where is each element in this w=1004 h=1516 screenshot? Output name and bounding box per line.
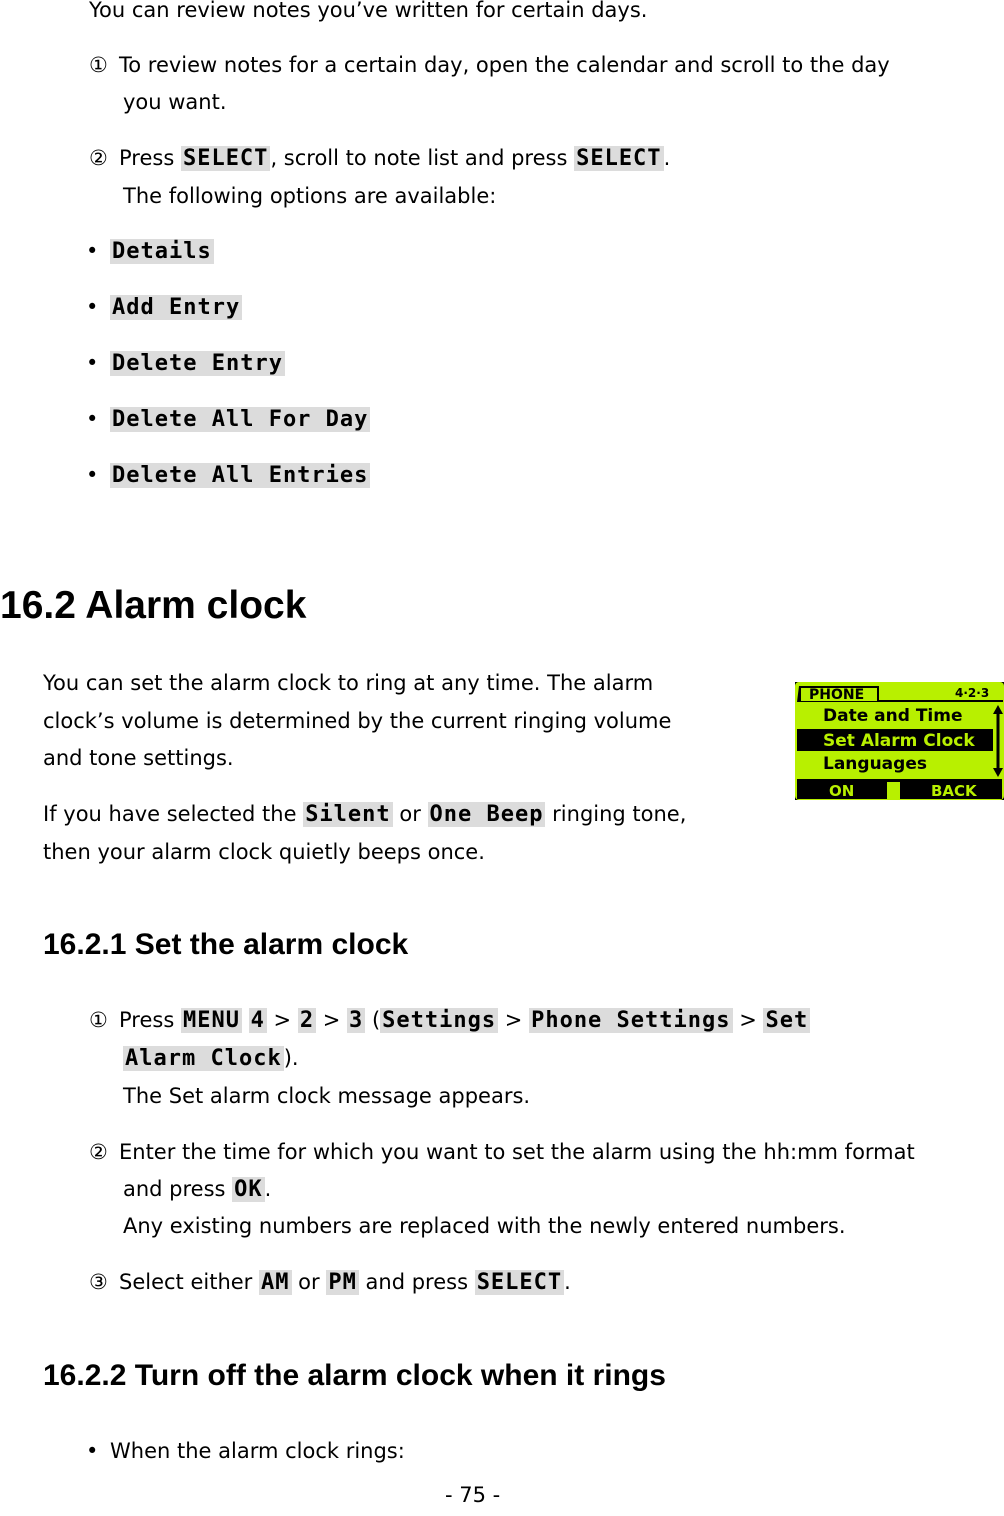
step-number: ② bbox=[89, 146, 108, 170]
key-silent: Silent bbox=[305, 802, 391, 827]
key-menu: MENU bbox=[182, 1008, 240, 1033]
bullet: • bbox=[86, 463, 99, 487]
key-3: 3 bbox=[349, 1008, 364, 1033]
step-text: > bbox=[316, 1008, 348, 1032]
step-text: Press bbox=[119, 146, 181, 170]
bullet: • bbox=[86, 295, 99, 319]
step-text: . bbox=[264, 1177, 272, 1201]
set-alarm-step-1-cont bbox=[123, 1043, 299, 1074]
step-number: ① bbox=[89, 53, 108, 77]
intro-text: You can review notes you’ve written for certain days. bbox=[89, 0, 648, 22]
intro-step-1-cont: you want. bbox=[123, 90, 227, 114]
key-phone-settings: Phone Settings bbox=[531, 1008, 731, 1033]
set-alarm-step-1 bbox=[89, 1005, 810, 1036]
menu-item-set-alarm-clock: Set Alarm Clock bbox=[823, 731, 975, 751]
key-ok: OK bbox=[234, 1177, 263, 1202]
option-label: Details bbox=[112, 239, 212, 264]
step-text: , scroll to note list and press bbox=[270, 146, 575, 170]
key-4: 4 bbox=[250, 1008, 265, 1033]
set-alarm-step-1-note: The Set alarm clock message appears. bbox=[123, 1084, 531, 1108]
page-number: - 75 - bbox=[445, 1483, 501, 1507]
step-text: ( bbox=[365, 1008, 381, 1032]
set-alarm-step-3 bbox=[89, 1267, 571, 1298]
step-text: and press bbox=[358, 1270, 475, 1294]
path-indicator: 4·2·3 bbox=[955, 686, 990, 700]
step-text: . bbox=[564, 1270, 571, 1294]
section-para-1: and tone settings. bbox=[43, 746, 234, 770]
para-text: If you have selected the bbox=[43, 802, 304, 826]
softkey-on-label: ON bbox=[829, 782, 855, 800]
key-am: AM bbox=[261, 1270, 290, 1295]
option-item bbox=[86, 404, 370, 435]
step-number: ② bbox=[89, 1140, 108, 1164]
section-para-1: You can set the alarm clock to ring at any time. The alarm bbox=[43, 671, 654, 695]
key-select: SELECT bbox=[182, 146, 269, 171]
step-text: Enter the time for which you want to set the alarm using the hh:mm format bbox=[119, 1140, 915, 1164]
intro-step-1 bbox=[89, 50, 890, 80]
bullet: • bbox=[86, 1439, 99, 1463]
step-text: . bbox=[663, 146, 671, 170]
key-one-beep: One Beep bbox=[429, 802, 544, 827]
set-alarm-step-2-cont bbox=[123, 1174, 271, 1205]
option-label: Delete Entry bbox=[112, 351, 283, 376]
bullet: • bbox=[86, 239, 99, 263]
set-alarm-step-2 bbox=[89, 1137, 915, 1167]
para-text: ringing tone, bbox=[545, 802, 687, 826]
bullet-item bbox=[86, 1436, 405, 1466]
intro-step-2 bbox=[89, 143, 670, 174]
bullet: • bbox=[86, 407, 99, 431]
bullet-text: When the alarm clock rings: bbox=[110, 1439, 405, 1463]
header-label: PHONE bbox=[809, 687, 865, 703]
key-set-alarm-clock: Alarm Clock bbox=[125, 1046, 282, 1071]
set-alarm-step-2-note: Any existing numbers are replaced with the newly entered numbers. bbox=[123, 1214, 846, 1238]
para-text: or bbox=[392, 802, 428, 826]
menu-item-date-time: Date and Time bbox=[823, 706, 963, 726]
step-number: ③ bbox=[89, 1270, 108, 1294]
key-set-alarm-clock: Set bbox=[765, 1008, 809, 1033]
key-settings: Settings bbox=[382, 1008, 497, 1033]
subsection-title: 16.2.2 Turn off the alarm clock when it rings bbox=[43, 1359, 666, 1392]
intro-step-2-cont: The following options are available: bbox=[123, 184, 497, 208]
key-2: 2 bbox=[299, 1008, 315, 1033]
section-para-2 bbox=[43, 799, 686, 830]
option-item bbox=[86, 236, 214, 267]
step-text: or bbox=[291, 1270, 327, 1294]
step-number: ① bbox=[89, 1008, 108, 1032]
option-label: Delete All Entries bbox=[112, 463, 369, 488]
option-label: Add Entry bbox=[112, 295, 241, 320]
step-text: and press bbox=[123, 1177, 233, 1201]
option-item bbox=[86, 460, 370, 491]
step-text: > bbox=[266, 1008, 298, 1032]
softkey-back-label: BACK bbox=[931, 782, 977, 800]
step-text: Press bbox=[119, 1008, 181, 1032]
section-title: 16.2 Alarm clock bbox=[0, 584, 307, 627]
step-text: > bbox=[498, 1008, 530, 1032]
menu-item-languages: Languages bbox=[823, 754, 927, 774]
step-text: Select either bbox=[119, 1270, 259, 1294]
option-label: Delete All For Day bbox=[112, 407, 369, 432]
step-text: ). bbox=[283, 1046, 299, 1070]
section-para-1: clock’s volume is determined by the current ringing volume bbox=[43, 709, 672, 733]
key-pm: PM bbox=[328, 1270, 357, 1295]
section-para-2: then your alarm clock quietly beeps once. bbox=[43, 840, 485, 864]
option-item bbox=[86, 348, 285, 379]
subsection-title: 16.2.1 Set the alarm clock bbox=[43, 928, 409, 961]
step-text: > bbox=[732, 1008, 764, 1032]
bullet: • bbox=[86, 351, 99, 375]
key-select: SELECT bbox=[476, 1270, 563, 1295]
phone-screen-image bbox=[795, 682, 1004, 800]
key-select: SELECT bbox=[576, 146, 662, 171]
option-item bbox=[86, 292, 242, 323]
step-text: To review notes for a certain day, open the calendar and scroll to the day bbox=[119, 53, 890, 77]
